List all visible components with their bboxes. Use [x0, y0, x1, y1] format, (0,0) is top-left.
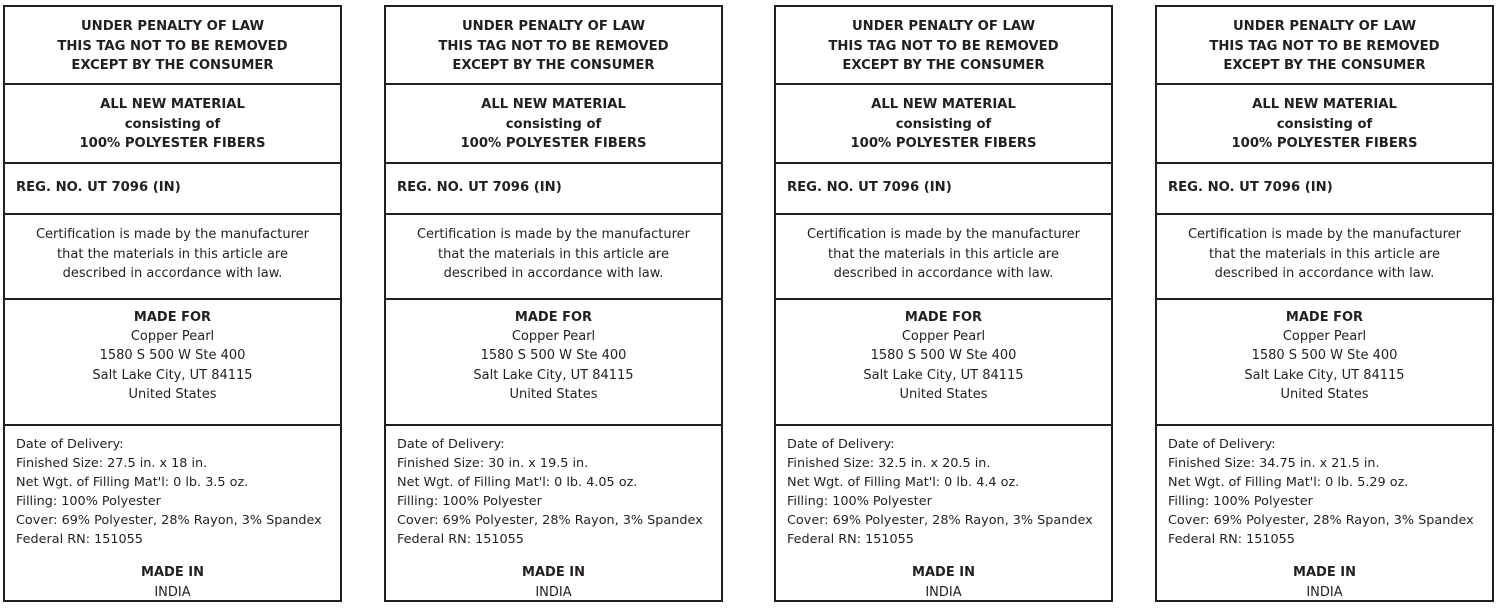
warning-line: EXCEPT BY THE CONSUMER: [71, 58, 274, 73]
certification-line: Certification is made by the manufacturer: [806, 227, 1081, 242]
date-of-delivery: Date of Delivery:: [16, 437, 124, 452]
address-country: United States: [899, 386, 988, 402]
filling: Filling: 100% Polyester: [16, 494, 161, 510]
material-line: ALL NEW MATERIAL: [1252, 97, 1397, 112]
made-in-country: INDIA: [925, 584, 962, 600]
material-line: ALL NEW MATERIAL: [481, 97, 626, 112]
warning-line: UNDER PENALTY OF LAW: [851, 19, 1036, 34]
registration-section: [776, 164, 1111, 215]
warning-line: THIS TAG NOT TO BE REMOVED: [1209, 38, 1440, 54]
warning-section: [1157, 7, 1492, 85]
warning-line: UNDER PENALTY OF LAW: [461, 19, 646, 34]
certification-line: described in accordance with law.: [443, 266, 664, 281]
made-in-label: MADE IN: [522, 565, 585, 580]
material-section: [776, 85, 1111, 164]
federal-rn: Federal RN: 151055: [1168, 532, 1295, 548]
certification-line: that the materials in this article are: [57, 246, 288, 262]
material-line: consisting of: [124, 116, 221, 132]
cover: Cover: 69% Polyester, 28% Rayon, 3% Spandex: [1168, 513, 1474, 529]
net-weight: Net Wgt. of Filling Mat'l: 0 lb. 5.29 oz.: [1168, 475, 1409, 491]
finished-size: Finished Size: 30 in. x 19.5 in.: [397, 456, 589, 472]
material-section: [386, 85, 721, 164]
address-country: United States: [1280, 386, 1369, 402]
law-tag-3: [774, 5, 1113, 602]
address-line-2: Salt Lake City, UT 84115: [1244, 367, 1405, 383]
address-line-1: 1580 S 500 W Ste 400: [480, 348, 627, 364]
address-line-2: Salt Lake City, UT 84115: [92, 367, 253, 383]
certification-line: that the materials in this article are: [828, 246, 1059, 262]
made-for-label: MADE FOR: [904, 310, 983, 325]
made-for-label: MADE FOR: [133, 310, 212, 325]
details-section: [1157, 426, 1492, 600]
made-in-label: MADE IN: [1293, 565, 1356, 580]
made-in-country: INDIA: [535, 584, 572, 600]
warning-line: EXCEPT BY THE CONSUMER: [842, 58, 1045, 73]
certification-section: [776, 215, 1111, 300]
warning-line: UNDER PENALTY OF LAW: [1232, 19, 1417, 34]
registration-number: REG. NO. UT 7096 (IN): [1168, 180, 1333, 195]
certification-line: Certification is made by the manufacturer: [35, 227, 310, 242]
material-line: consisting of: [895, 116, 992, 132]
registration-number: REG. NO. UT 7096 (IN): [787, 180, 952, 195]
certification-line: that the materials in this article are: [1209, 246, 1440, 262]
cover: Cover: 69% Polyester, 28% Rayon, 3% Spandex: [787, 513, 1093, 529]
filling: Filling: 100% Polyester: [397, 494, 542, 510]
certification-line: Certification is made by the manufacturer: [1187, 227, 1462, 242]
material-line: ALL NEW MATERIAL: [871, 97, 1016, 112]
details-section: [5, 426, 340, 600]
certification-section: [1157, 215, 1492, 300]
address-line-1: 1580 S 500 W Ste 400: [870, 348, 1017, 364]
date-of-delivery: Date of Delivery:: [787, 437, 895, 452]
material-section: [5, 85, 340, 164]
registration-section: [1157, 164, 1492, 215]
certification-section: [386, 215, 721, 300]
made-for-label: MADE FOR: [514, 310, 593, 325]
date-of-delivery: Date of Delivery:: [397, 437, 505, 452]
details-section: [776, 426, 1111, 600]
law-tag-1: [3, 5, 342, 602]
made-for-label: MADE FOR: [1285, 310, 1364, 325]
date-of-delivery: Date of Delivery:: [1168, 437, 1276, 452]
address-country: United States: [509, 386, 598, 402]
registration-number: REG. NO. UT 7096 (IN): [397, 180, 562, 195]
warning-section: [386, 7, 721, 85]
warning-line: THIS TAG NOT TO BE REMOVED: [828, 38, 1059, 54]
material-line: 100% POLYESTER FIBERS: [850, 136, 1037, 151]
filling: Filling: 100% Polyester: [1168, 494, 1313, 510]
made-for-section: [5, 300, 340, 426]
material-line: ALL NEW MATERIAL: [100, 97, 245, 112]
registration-number: REG. NO. UT 7096 (IN): [16, 180, 181, 195]
made-in-country: INDIA: [154, 584, 191, 600]
registration-section: [386, 164, 721, 215]
warning-line: EXCEPT BY THE CONSUMER: [1223, 58, 1426, 73]
material-line: 100% POLYESTER FIBERS: [79, 136, 266, 151]
address-line-2: Salt Lake City, UT 84115: [473, 367, 634, 383]
material-line: 100% POLYESTER FIBERS: [460, 136, 647, 151]
address-country: United States: [128, 386, 217, 402]
warning-line: UNDER PENALTY OF LAW: [80, 19, 265, 34]
law-tag-2: [384, 5, 723, 602]
made-for-section: [386, 300, 721, 426]
law-tag-4: [1155, 5, 1494, 602]
company-name: Copper Pearl: [130, 329, 215, 345]
cover: Cover: 69% Polyester, 28% Rayon, 3% Spandex: [16, 513, 322, 529]
material-section: [1157, 85, 1492, 164]
address-line-1: 1580 S 500 W Ste 400: [99, 348, 246, 364]
federal-rn: Federal RN: 151055: [397, 532, 524, 548]
address-line-2: Salt Lake City, UT 84115: [863, 367, 1024, 383]
material-line: consisting of: [505, 116, 602, 132]
net-weight: Net Wgt. of Filling Mat'l: 0 lb. 3.5 oz.: [16, 475, 249, 491]
federal-rn: Federal RN: 151055: [787, 532, 914, 548]
finished-size: Finished Size: 27.5 in. x 18 in.: [16, 456, 208, 472]
certification-line: described in accordance with law.: [62, 266, 283, 281]
warning-line: THIS TAG NOT TO BE REMOVED: [57, 38, 288, 54]
certification-line: Certification is made by the manufacturer: [416, 227, 691, 242]
company-name: Copper Pearl: [511, 329, 596, 345]
made-in-country: INDIA: [1306, 584, 1343, 600]
net-weight: Net Wgt. of Filling Mat'l: 0 lb. 4.4 oz.: [787, 475, 1020, 491]
warning-section: [776, 7, 1111, 85]
warning-line: THIS TAG NOT TO BE REMOVED: [438, 38, 669, 54]
certification-line: that the materials in this article are: [438, 246, 669, 262]
cover: Cover: 69% Polyester, 28% Rayon, 3% Spandex: [397, 513, 703, 529]
registration-section: [5, 164, 340, 215]
warning-section: [5, 7, 340, 85]
details-section: [386, 426, 721, 600]
federal-rn: Federal RN: 151055: [16, 532, 143, 548]
warning-line: EXCEPT BY THE CONSUMER: [452, 58, 655, 73]
finished-size: Finished Size: 32.5 in. x 20.5 in.: [787, 456, 991, 472]
filling: Filling: 100% Polyester: [787, 494, 932, 510]
material-line: consisting of: [1276, 116, 1373, 132]
made-in-label: MADE IN: [912, 565, 975, 580]
material-line: 100% POLYESTER FIBERS: [1231, 136, 1418, 151]
made-for-section: [776, 300, 1111, 426]
certification-line: described in accordance with law.: [833, 266, 1054, 281]
address-line-1: 1580 S 500 W Ste 400: [1251, 348, 1398, 364]
company-name: Copper Pearl: [1282, 329, 1367, 345]
made-in-label: MADE IN: [141, 565, 204, 580]
made-for-section: [1157, 300, 1492, 426]
certification-line: described in accordance with law.: [1214, 266, 1435, 281]
company-name: Copper Pearl: [901, 329, 986, 345]
certification-section: [5, 215, 340, 300]
net-weight: Net Wgt. of Filling Mat'l: 0 lb. 4.05 oz.: [397, 475, 638, 491]
finished-size: Finished Size: 34.75 in. x 21.5 in.: [1168, 456, 1380, 472]
